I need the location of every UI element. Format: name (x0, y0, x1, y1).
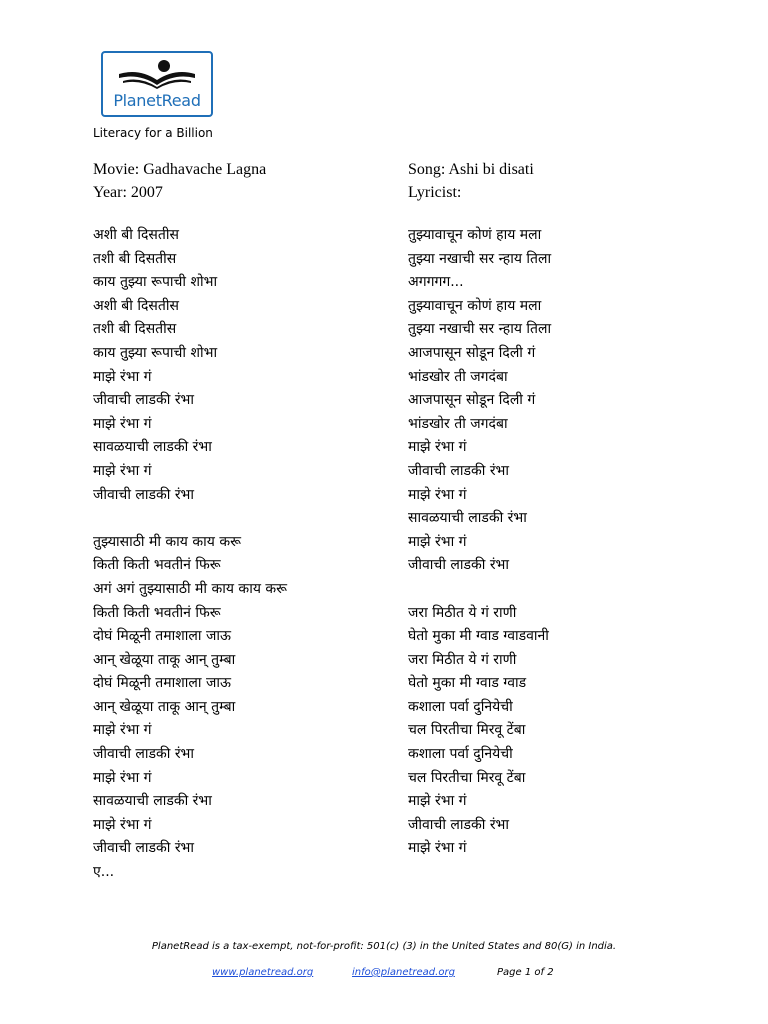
lyric-line: घेतो मुका मी ग्वाड ग्वाड (408, 675, 527, 692)
lyric-line: काय तुझ्या रूपाची शोभा (93, 344, 218, 361)
lyricist: Lyricist: (408, 184, 462, 201)
lyric-line (93, 507, 287, 531)
lyric-line: चल पिरतीचा मिरवू टेंबा (408, 722, 526, 739)
lyric-line: अशी बी दिसतीस (93, 227, 179, 243)
lyric-line: जीवाची लाडकी रंभा (408, 816, 510, 833)
lyric-line: जरा मिठीत ये गं राणी (408, 604, 517, 621)
lyric-line: तशी बी दिसतीस (93, 250, 177, 267)
lyric-line: जरा मिठीत ये गं राणी (408, 651, 517, 668)
lyric-line: जीवाची लाडकी रंभा (93, 840, 195, 857)
lyric-line: माझे रंभा गं (408, 439, 467, 456)
lyric-line: चल पिरतीचा मिरवू टेंबा (408, 769, 526, 786)
lyric-line: माझे रंभा गं (408, 486, 467, 503)
lyric-line: तुझ्यावाचून कोणं हाय मला (408, 227, 542, 243)
lyric-line: जीवाची लाडकी रंभा (93, 486, 195, 503)
lyric-line: आन् खेळूया ताकू आन् तुम्बा (93, 651, 236, 668)
lyric-line: जीवाची लाडकी रंभा (408, 462, 510, 479)
lyric-line: माझे रंभा गं (93, 722, 152, 739)
lyric-line: माझे रंभा गं (93, 462, 152, 479)
reading-person-icon (111, 58, 203, 92)
lyric-line: किती किती भवतीनं फिरू (93, 557, 221, 574)
lyric-line: तुझ्या नखाची सर न्हाय तिला (408, 250, 552, 267)
lyric-line: अगगगग... (408, 274, 464, 291)
lyric-line: जीवाची लाडकी रंभा (93, 746, 195, 763)
lyric-line: आजपासून सोडून दिली गं (408, 344, 536, 361)
lyric-line: भांडखोर ती जगदंबा (408, 415, 508, 432)
lyrics-right-column (408, 224, 551, 861)
lyric-line: सावळयाची लाडकी रंभा (408, 510, 527, 527)
lyric-line: माझे रंभा गं (408, 533, 467, 550)
email-link[interactable]: info@planetread.org (352, 967, 455, 978)
movie-info (93, 158, 266, 204)
lyric-line: जीवाची लाडकी रंभा (408, 557, 510, 574)
lyric-line: सावळयाची लाडकी रंभा (93, 439, 212, 456)
lyric-line: किती किती भवतीनं फिरू (93, 604, 221, 621)
movie-title: Movie: Gadhavache Lagna (93, 161, 267, 178)
lyric-line: घेतो मुका मी ग्वाड ग्वाडवानी (408, 628, 549, 645)
lyric-line: ए... (93, 864, 115, 881)
planetread-logo (101, 51, 213, 117)
lyric-line: तशी बी दिसतीस (93, 321, 177, 338)
lyric-line: आजपासून सोडून दिली गं (408, 392, 536, 409)
lyric-line: आन् खेळूया ताकू आन् तुम्बा (93, 698, 236, 715)
lyric-line: माझे रंभा गं (93, 368, 152, 385)
lyric-line: भांडखोर ती जगदंबा (408, 368, 508, 385)
lyric-line: सावळयाची लाडकी रंभा (93, 793, 212, 810)
song-info (408, 158, 534, 204)
logo-name: PlanetRead (113, 91, 201, 110)
song-title: Song: Ashi bi disati (408, 161, 534, 178)
lyric-line: माझे रंभा गं (93, 415, 152, 432)
website-link[interactable]: www.planetread.org (212, 967, 314, 978)
footer-website-wrap (212, 967, 313, 978)
lyric-line: अशी बी दिसतीस (93, 297, 179, 314)
page-number: Page 1 of 2 (497, 967, 554, 978)
movie-year: Year: 2007 (93, 184, 163, 201)
lyric-line: जीवाची लाडकी रंभा (93, 392, 195, 409)
lyric-line (408, 578, 551, 602)
lyric-line: माझे रंभा गं (408, 840, 467, 857)
lyric-line: कशाला पर्वा दुनियेची (408, 746, 513, 763)
footer-note: PlanetRead is a tax-exempt, not-for-profit: 501(c) (3) in the United States and 80(G) in India. (151, 941, 617, 952)
lyric-line: काय तुझ्या रूपाची शोभा (93, 274, 218, 291)
logo-tagline: Literacy for a Billion (93, 126, 213, 140)
lyric-line: दोघं मिळूनी तमाशाला जाऊ (93, 628, 231, 645)
footer-email-wrap (352, 967, 455, 978)
lyrics-left-column (93, 224, 287, 885)
lyric-line: तुझ्या नखाची सर न्हाय तिला (408, 321, 552, 338)
lyric-line: माझे रंभा गं (93, 816, 152, 833)
lyric-line: तुझ्यावाचून कोणं हाय मला (408, 297, 542, 314)
lyric-line: अगं अगं तुझ्यासाठी मी काय काय करू (93, 580, 288, 597)
lyric-line: दोघं मिळूनी तमाशाला जाऊ (93, 675, 231, 692)
lyric-line: तुझ्यासाठी मी काय काय करू (93, 533, 241, 550)
lyric-line: कशाला पर्वा दुनियेची (408, 698, 513, 715)
lyric-line: माझे रंभा गं (93, 769, 152, 786)
lyric-line: माझे रंभा गं (408, 793, 467, 810)
